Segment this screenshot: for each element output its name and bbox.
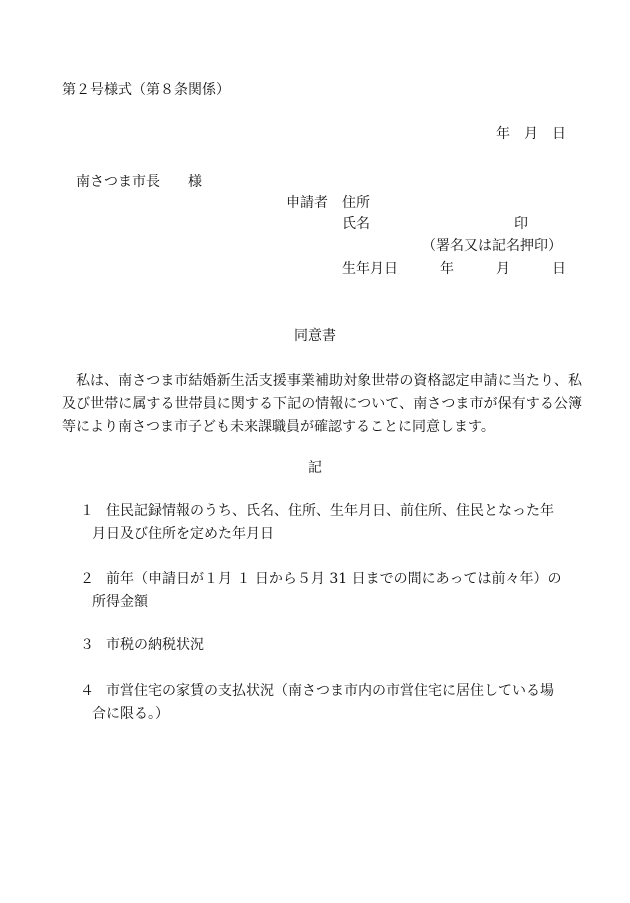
list-item	[80, 680, 580, 726]
date-month-label: 月	[524, 126, 538, 142]
birthdate-label: 生年月日	[342, 261, 398, 277]
date-year-label: 年	[496, 126, 510, 142]
birth-year-label: 年	[440, 261, 454, 277]
form-number: 第２号様式（第８条関係）	[62, 82, 230, 98]
item-text: 市営住宅の家賃の支払状況（南さつま市内の市営住宅に居住している場	[106, 683, 554, 699]
birth-month-label: 月	[496, 261, 510, 277]
item-number: １	[80, 503, 94, 519]
date-day-label: 日	[552, 126, 566, 142]
name-label: 氏名	[342, 216, 370, 232]
item-text: 住民記録情報のうち、氏名、住所、生年月日、前住所、住民となった年	[106, 503, 554, 519]
signature-note: （署名又は記名押印）	[422, 238, 562, 254]
list-item	[80, 500, 580, 546]
addressee: 南さつま市長 様	[76, 174, 202, 190]
consent-body-text: 私は、南さつま市結婚新生活支援事業補助対象世帯の資格認定申請に当たり、私及び世帯に属する世帯員に関する下記の情報について、南さつま市が保有する公簿等により南さつま市子ども未来課職員が確認することに同意します。	[62, 373, 582, 435]
item-text-continued: 月日及び住所を定めた年月日	[92, 526, 274, 542]
list-item	[80, 568, 580, 614]
item-number: ３	[80, 637, 94, 653]
list-item	[80, 634, 580, 657]
item-text: 市税の納税状況	[106, 637, 204, 653]
item-number: ４	[80, 683, 94, 699]
item-text-continued: 合に限る。）	[92, 706, 169, 722]
item-number: ２	[80, 571, 94, 587]
item-text-continued: 所得金額	[92, 594, 148, 610]
applicant-label: 申請者	[286, 195, 328, 211]
document-title: 同意書	[294, 328, 336, 344]
ki-heading: 記	[308, 460, 322, 476]
birth-day-label: 日	[552, 261, 566, 277]
item-text: 前年（申請日が１月 １ 日から５月 31 日までの間にあっては前々年）の	[106, 571, 562, 587]
address-label: 住所	[342, 195, 370, 211]
seal-label: 印	[514, 216, 528, 232]
